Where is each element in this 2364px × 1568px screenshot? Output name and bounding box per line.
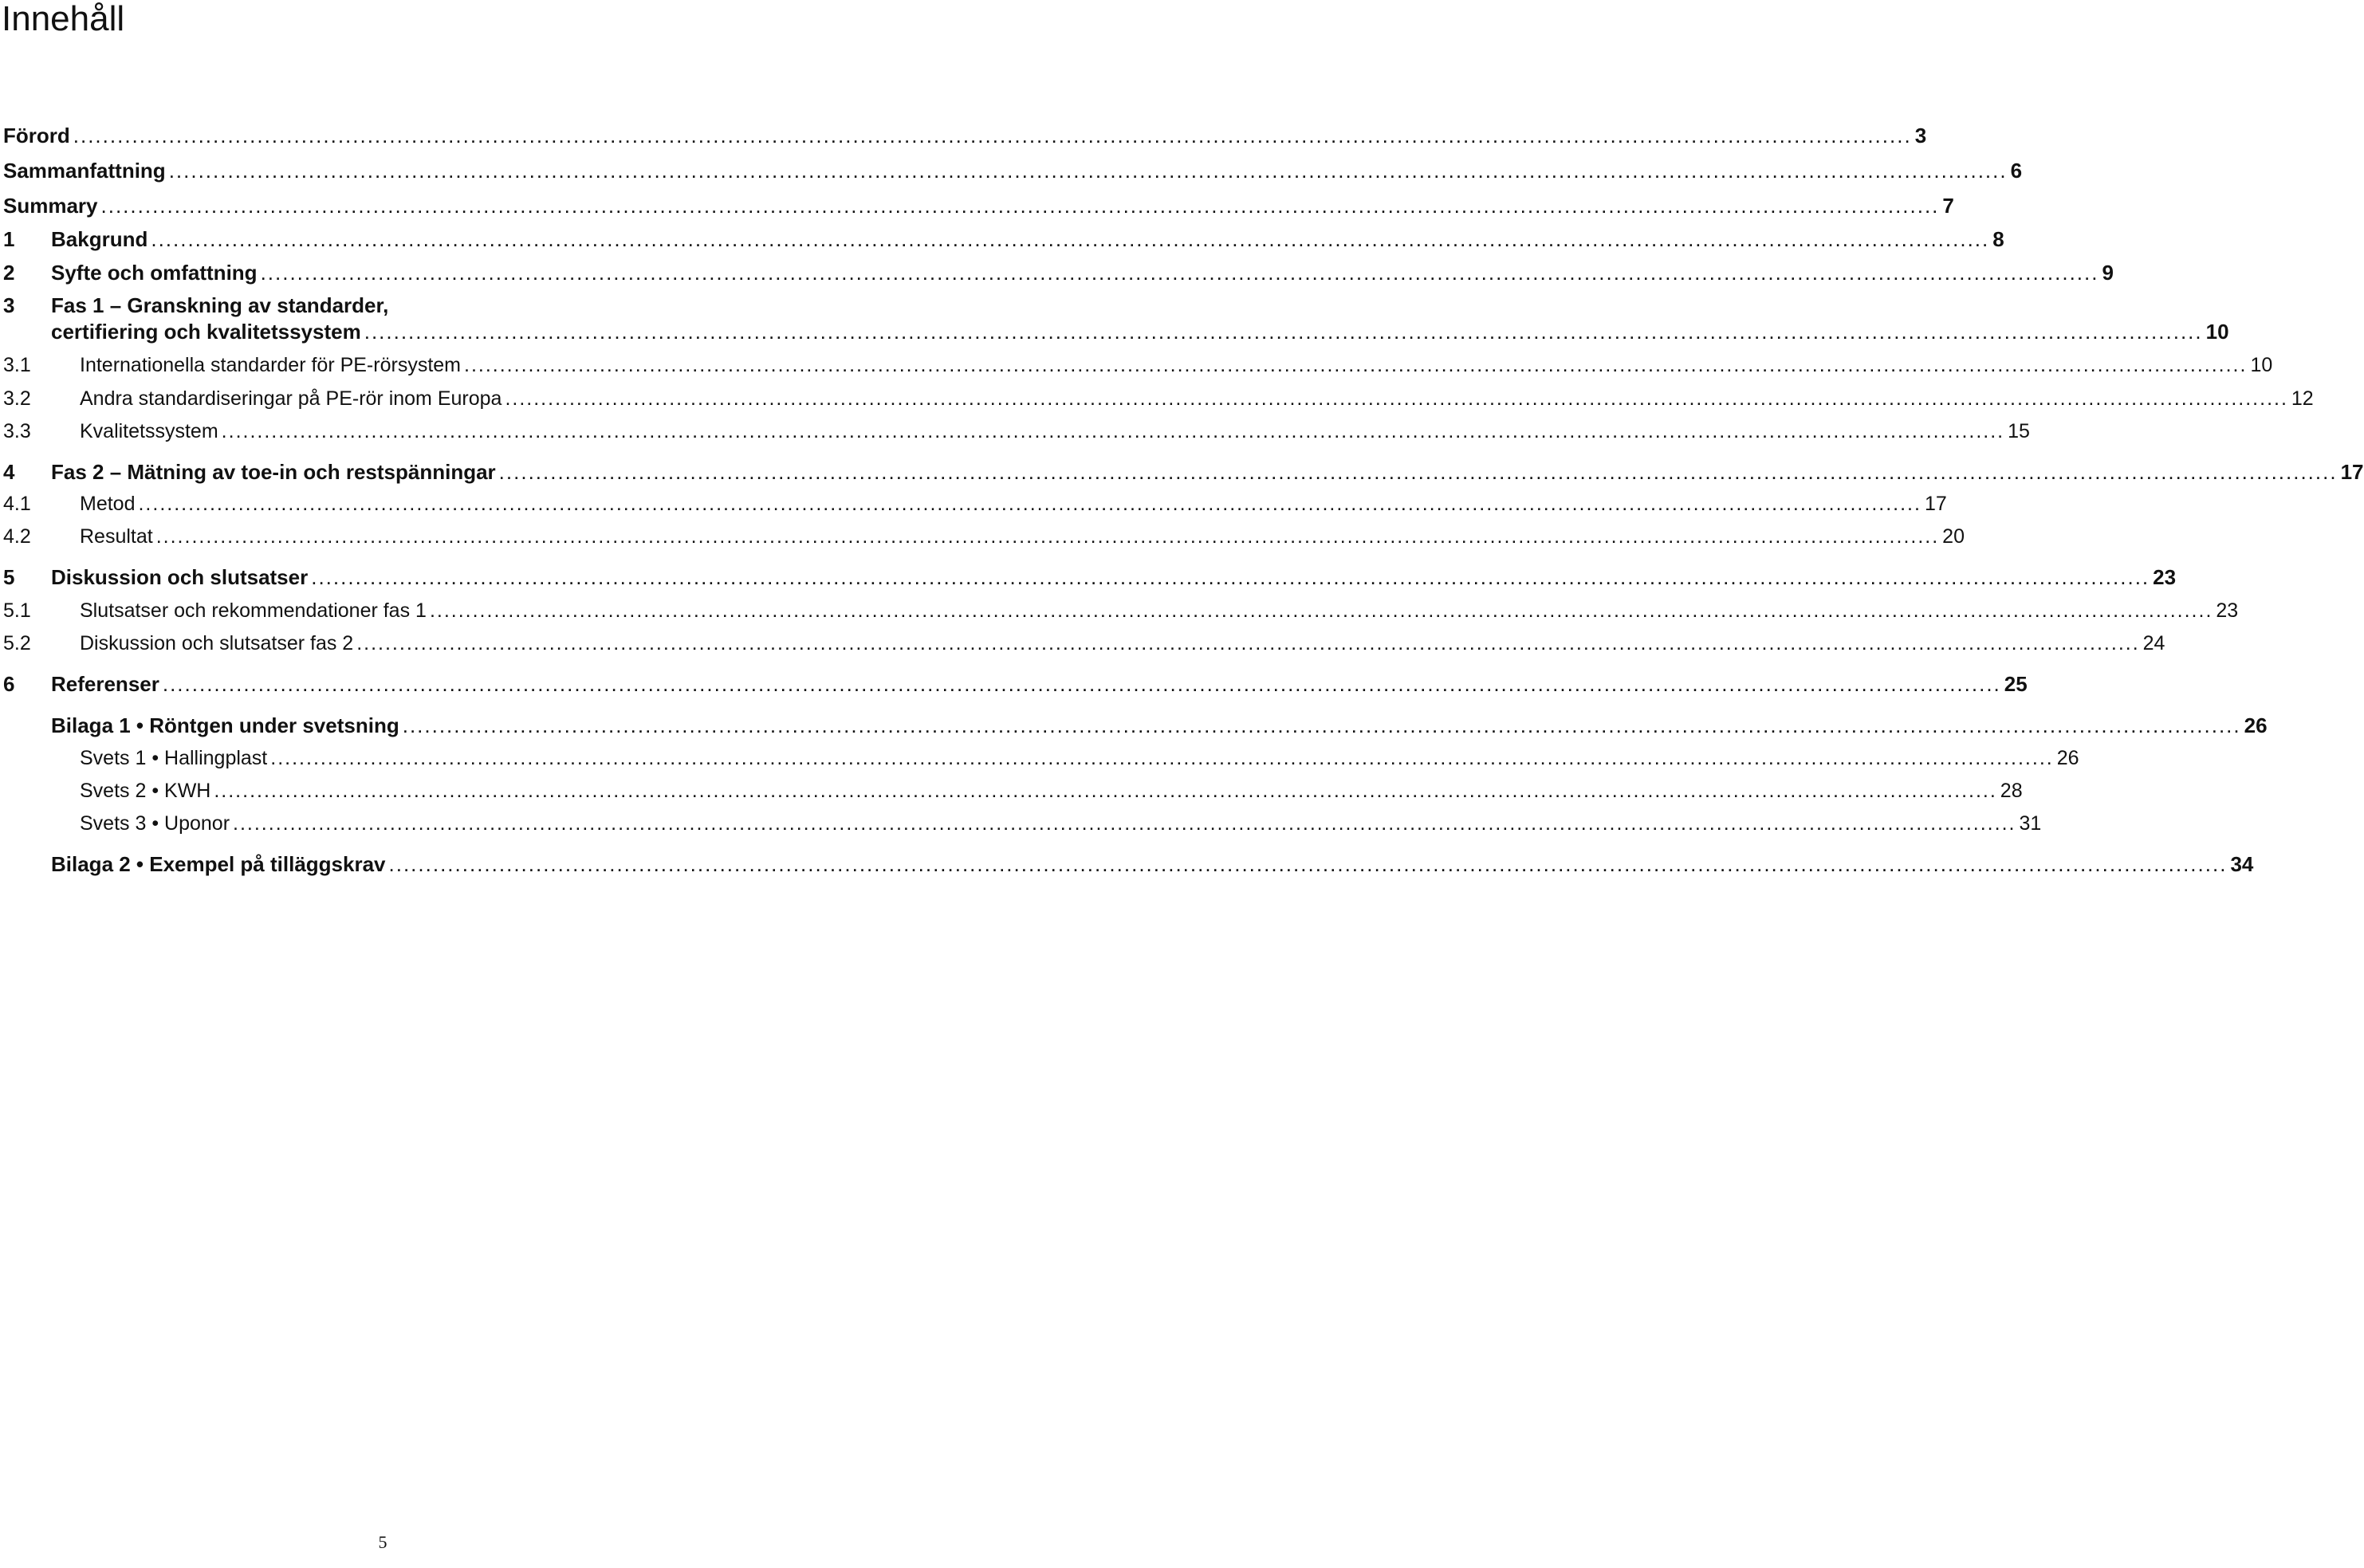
toc-page: 26: [2244, 713, 2268, 737]
toc-entry-sammanfattning[interactable]: [3, 157, 2023, 184]
toc-page: 20: [1942, 525, 1965, 548]
toc-page: 6: [2010, 159, 2023, 183]
toc-number: 4.2: [3, 525, 31, 548]
toc-page: 26: [2056, 747, 2079, 769]
toc-title: Fas 2 – Mätning av toe-in och restspänningar: [51, 460, 496, 484]
toc-entry-1[interactable]: [3, 226, 2004, 253]
dot-leader: [499, 458, 2338, 485]
toc-entry-6[interactable]: [3, 670, 2028, 698]
toc-page: 8: [1992, 227, 2004, 251]
dot-leader: [430, 597, 2213, 624]
toc-number: 5.2: [3, 632, 31, 654]
toc-title: Förord: [3, 124, 70, 147]
dot-leader: [73, 122, 1912, 149]
toc-number: 3.1: [3, 354, 31, 376]
toc-number: 3: [3, 293, 15, 317]
toc-page: 10: [2205, 320, 2229, 344]
toc-number: 5: [3, 565, 15, 589]
dot-leader: [364, 318, 2203, 345]
toc-number: 4.1: [3, 493, 31, 515]
toc-title: Internationella standarder för PE-rörsystem: [80, 354, 461, 376]
toc-page: 17: [1924, 493, 1947, 515]
dot-leader: [222, 418, 2004, 445]
toc-entry-2[interactable]: [3, 259, 2114, 286]
toc-entry-svets-3[interactable]: [3, 810, 2042, 837]
toc-entry-3-1[interactable]: [3, 352, 2273, 379]
toc-page: 15: [2008, 420, 2030, 442]
toc-entry-svets-2[interactable]: [3, 777, 2023, 804]
toc-number: 3.2: [3, 387, 31, 410]
toc-entry-4-1[interactable]: [3, 490, 1947, 517]
dot-leader: [163, 670, 2001, 698]
toc-entry-svets-1[interactable]: [3, 745, 2079, 772]
toc-number: 2: [3, 261, 15, 285]
toc-page: 25: [2004, 672, 2028, 696]
toc-title: Diskussion och slutsatser fas 2: [80, 632, 354, 654]
dot-leader: [138, 490, 1921, 517]
dot-leader: [403, 712, 2241, 739]
toc-page: 31: [2019, 812, 2042, 835]
toc-title: Diskussion och slutsatser: [51, 565, 309, 589]
dot-leader: [270, 745, 2053, 772]
toc-title: Svets 1 • Hallingplast: [80, 747, 268, 769]
toc-number: 1: [3, 227, 15, 251]
toc-title: certifiering och kvalitetssystem: [51, 320, 361, 344]
toc-page: 34: [2230, 852, 2254, 876]
dot-leader: [311, 564, 2150, 591]
toc-page: 10: [2250, 354, 2273, 376]
dot-leader: [156, 523, 1939, 550]
page-number: 5: [378, 1532, 387, 1552]
toc-title: Sammanfattning: [3, 159, 166, 183]
toc-title: Syfte och omfattning: [51, 261, 258, 285]
dot-leader: [261, 259, 2099, 286]
toc-entry-5-2[interactable]: [3, 630, 2165, 657]
toc-title-line1: Fas 1 – Granskning av standarder,: [51, 293, 389, 317]
toc-title: Andra standardiseringar på PE-rör inom Europa: [80, 387, 502, 410]
toc-entry-3[interactable]: [3, 318, 2229, 345]
toc-entry-5[interactable]: [3, 564, 2177, 591]
toc-number: 5.1: [3, 599, 31, 622]
toc-title: Metod: [80, 493, 136, 515]
toc-entry-4[interactable]: [3, 458, 2364, 485]
dot-leader: [101, 192, 1940, 219]
toc-title: Kvalitetssystem: [80, 420, 218, 442]
toc-page: 23: [2153, 565, 2177, 589]
toc-entry-5-1[interactable]: [3, 597, 2239, 624]
toc-entry-3-line1[interactable]: [3, 292, 762, 319]
toc-title: Bakgrund: [51, 227, 148, 251]
toc-page: 17: [2340, 460, 2364, 484]
toc-entry-bilaga-1[interactable]: [3, 712, 2268, 739]
toc-entry-forord[interactable]: [3, 122, 1927, 149]
page-title: Innehåll: [2, 0, 125, 38]
toc-title: Svets 3 • Uponor: [80, 812, 230, 835]
toc-page: 23: [2216, 599, 2239, 622]
dot-leader: [151, 226, 1989, 253]
toc-page: 24: [2142, 632, 2165, 654]
toc-page: 3: [1914, 124, 1927, 147]
dot-leader: [389, 851, 2228, 878]
toc-number: 3.3: [3, 420, 31, 442]
dot-leader: [214, 777, 1996, 804]
toc-number: 4: [3, 460, 15, 484]
dot-leader: [464, 352, 2247, 379]
toc-entry-summary[interactable]: [3, 192, 1954, 219]
dot-leader: [169, 157, 2008, 184]
toc-title: Svets 2 • KWH: [80, 780, 211, 802]
dot-leader: [233, 810, 2016, 837]
toc-entry-4-2[interactable]: [3, 523, 1965, 550]
toc-entry-bilaga-2[interactable]: [3, 851, 2254, 878]
toc-title: Bilaga 2 • Exempel på tilläggskrav: [51, 852, 386, 876]
toc-title: Slutsatser och rekommendationer fas 1: [80, 599, 427, 622]
toc-number: 6: [3, 672, 15, 696]
toc-title: Resultat: [80, 525, 153, 548]
toc-page: 7: [1942, 194, 1954, 218]
toc-page: 28: [2000, 780, 2023, 802]
toc-page: 12: [2291, 387, 2314, 410]
toc-title: Summary: [3, 194, 98, 218]
dot-leader: [505, 385, 2287, 412]
dot-leader: [356, 630, 2139, 657]
toc-entry-3-2[interactable]: [3, 385, 2314, 412]
toc-entry-3-3[interactable]: [3, 418, 2030, 445]
toc-title: Bilaga 1 • Röntgen under svetsning: [51, 713, 399, 737]
toc-page: 9: [2102, 261, 2114, 285]
toc-title: Referenser: [51, 672, 159, 696]
